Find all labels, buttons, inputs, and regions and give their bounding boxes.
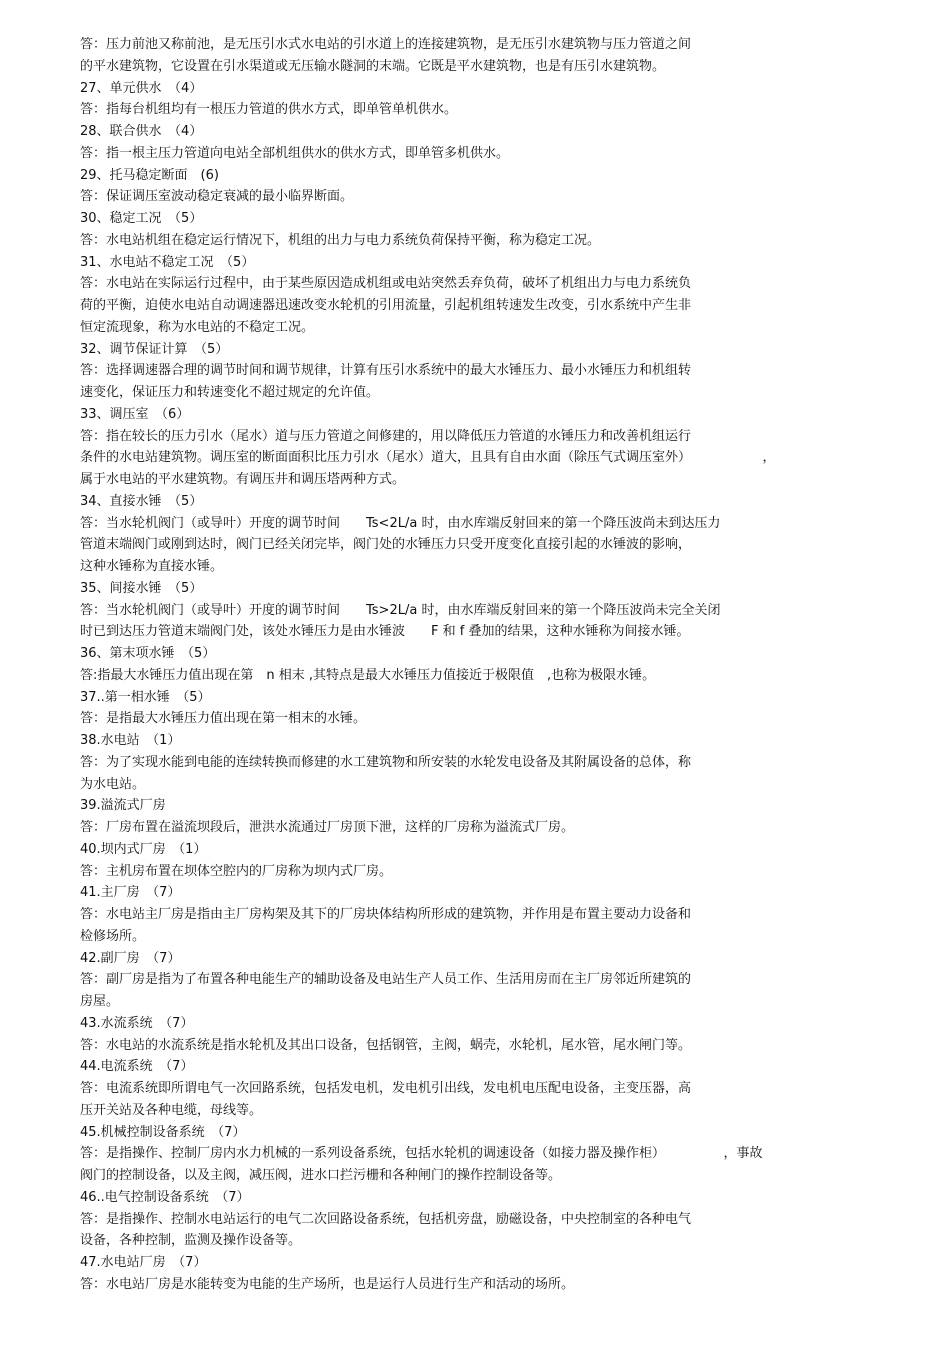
document-body [80, 34, 870, 1296]
answer-line: 答：保证调压室波动稳定衰减的最小临界断面。 [80, 189, 354, 205]
term-heading: 房屋。 [80, 994, 120, 1009]
term-heading: 30、稳定工况 （5） [80, 211, 203, 226]
answer-line: 答：厂房布置在溢流坝段后，泄洪水流通过厂房顶下泄，这样的厂房称为溢流式厂房。 [80, 820, 575, 835]
term-heading: 恒定流现象，称为水电站的不稳定工况。 [80, 319, 315, 335]
term-heading: 40.坝内式厂房 （1） [80, 841, 207, 857]
term-heading: 33、调压室 （6） [80, 406, 190, 422]
term-heading: 27、单元供水 （4） [80, 80, 203, 96]
answer-line: 答：为了实现水能到电能的连续转换而修建的水工建筑物和所安装的水轮发电设备及其附属设备的总体，称 [80, 754, 692, 770]
answer-line: 答：水电站厂房是水能转变为电能的生产场所，也是运行人员进行生产和活动的场所。 [80, 1276, 575, 1292]
term-heading: 34、直接水锤 （5） [80, 493, 203, 509]
answer-line: 答：当水轮机阀门（或导叶）开度的调节时间 Ts>2L/a 时，由水库端反射回来的第一个降压波尚未完全关闭 [80, 602, 721, 618]
answer-line: 答：主机房布置在坝体空腔内的厂房称为坝内式厂房。 [80, 863, 393, 879]
term-heading: 35、间接水锤 （5） [80, 580, 203, 596]
term-heading: 37..第一相水锤 （5） [80, 689, 211, 705]
term-heading: 45.机械控制设备系统 （7） [80, 1124, 246, 1140]
answer-line: 答：是指操作、控制厂房内水力机械的一系列设备系统，包括水轮机的调速设备（如接力器及操作柜） ，事故 [80, 1146, 763, 1162]
term-heading: 这种水锤称为直接水锤。 [80, 559, 224, 574]
answer-line: 答：指每台机组均有一根压力管道的供水方式，即单管单机供水。 [80, 102, 458, 118]
term-heading: 29、托马稳定断面 (6) [80, 167, 219, 183]
term-heading: 41.主厂房 （7） [80, 885, 181, 901]
term-heading: 42.副厂房 （7） [80, 950, 181, 966]
answer-line: 答：水电站机组在稳定运行情况下，机组的出力与电力系统负荷保持平衡，称为稳定工况。 [80, 232, 601, 248]
term-heading: 荷的平衡，迫使水电站自动调速器迅速改变水轮机的引用流量，引起机组转速发生改变，引水系统中产生非 [80, 298, 692, 313]
answer-line: 答：水电站在实际运行过程中，由于某些原因造成机组或电站突然丢弃负荷，破坏了机组出力与电力系统负 [80, 276, 692, 292]
term-heading: 44.电流系统 （7） [80, 1059, 194, 1075]
answer-line: 答：副厂房是指为了布置各种电能生产的辅助设备及电站生产人员工作、生活用房而在主厂房邻近所建筑的 [80, 972, 692, 988]
answer-line: 答:指最大水锤压力值出现在第 n 相末 ,其特点是最大水锤压力值接近于极限值 ,也称为极限水锤。 [80, 667, 656, 683]
term-heading: 属于水电站的平水建筑物。有调压井和调压塔两种方式。 [80, 472, 406, 487]
answer-line: 答：指在较长的压力引水（尾水）道与压力管道之间修建的，用以降低压力管道的水锤压力和改善机组运行 [80, 428, 692, 444]
term-heading: 的平水建筑物，它设置在引水渠道或无压输水隧洞的末端。它既是平水建筑物，也是有压引水建筑物。 [80, 58, 666, 74]
answer-line: 答：是指操作、控制水电站运行的电气二次回路设备系统，包括机旁盘，励磁设备，中央控制室的各种电气 [80, 1211, 692, 1227]
answer-line: 答：压力前池又称前池，是无压引水式水电站的引水道上的连接建筑物，是无压引水建筑物与压力管道之间 [80, 37, 692, 52]
term-heading: 时已到达压力管道末端阀门处，该处水锤压力是由水锤波 F 和 f 叠加的结果，这种水锤称为间接水锤。 [80, 624, 690, 640]
term-heading: 31、水电站不稳定工况 （5） [80, 254, 255, 270]
term-heading: 检修场所。 [80, 928, 146, 944]
answer-line: 答：电流系统即所谓电气一次回路系统，包括发电机，发电机引出线，发电机电压配电设备，主变压器，高 [80, 1081, 692, 1096]
term-heading: 设备，各种控制，监测及操作设备等。 [80, 1233, 302, 1249]
term-heading: 28、联合供水 （4） [80, 124, 203, 139]
term-heading: 管道末端阀门或刚到达时，阀门已经关闭完毕，阀门处的水锤压力只受开度变化直接引起的水锤波的影响， [80, 537, 692, 553]
term-heading: 条件的水电站建筑物。调压室的断面面积比压力引水（尾水）道大，且具有自由水面（除压气式调压室外） ， [80, 450, 776, 466]
answer-line: 答：指一根主压力管道向电站全部机组供水的供水方式，即单管多机供水。 [80, 145, 510, 161]
answer-line: 答：当水轮机阀门（或导叶）开度的调节时间 Ts<2L/a 时，由水库端反射回来的第一个降压波尚未到达压力 [80, 515, 721, 531]
answer-line: 答：水电站主厂房是指由主厂房构架及其下的厂房块体结构所形成的建筑物，并作用是布置主要动力设备和 [80, 907, 692, 922]
term-heading: 阀门的控制设备，以及主阀，减压阀，进水口拦污栅和各种闸门的操作控制设备等。 [80, 1168, 562, 1183]
answer-line: 答：选择调速器合理的调节时间和调节规律，计算有压引水系统中的最大水锤压力、最小水锤压力和机组转 [80, 363, 692, 379]
term-heading: 38.水电站 （1） [80, 733, 181, 748]
answer-line: 答：是指最大水锤压力值出现在第一相末的水锤。 [80, 711, 367, 727]
term-heading: 46..电气控制设备系统 （7） [80, 1189, 250, 1205]
term-heading: 为水电站。 [80, 776, 146, 792]
term-heading: 压开关站及各种电缆，母线等。 [80, 1102, 263, 1118]
term-heading: 47.水电站厂房 （7） [80, 1255, 207, 1270]
term-heading: 43.水流系统 （7） [80, 1015, 194, 1031]
term-heading: 39.溢流式厂房 [80, 798, 166, 814]
term-heading: 36、第末项水锤 （5） [80, 646, 216, 661]
term-heading: 32、调节保证计算 （5） [80, 341, 229, 357]
term-heading: 速变化，保证压力和转速变化不超过规定的允许值。 [80, 385, 380, 400]
answer-line: 答：水电站的水流系统是指水轮机及其出口设备，包括钢管，主阀，蜗壳，水轮机，尾水管，尾水闸门等。 [80, 1037, 692, 1053]
